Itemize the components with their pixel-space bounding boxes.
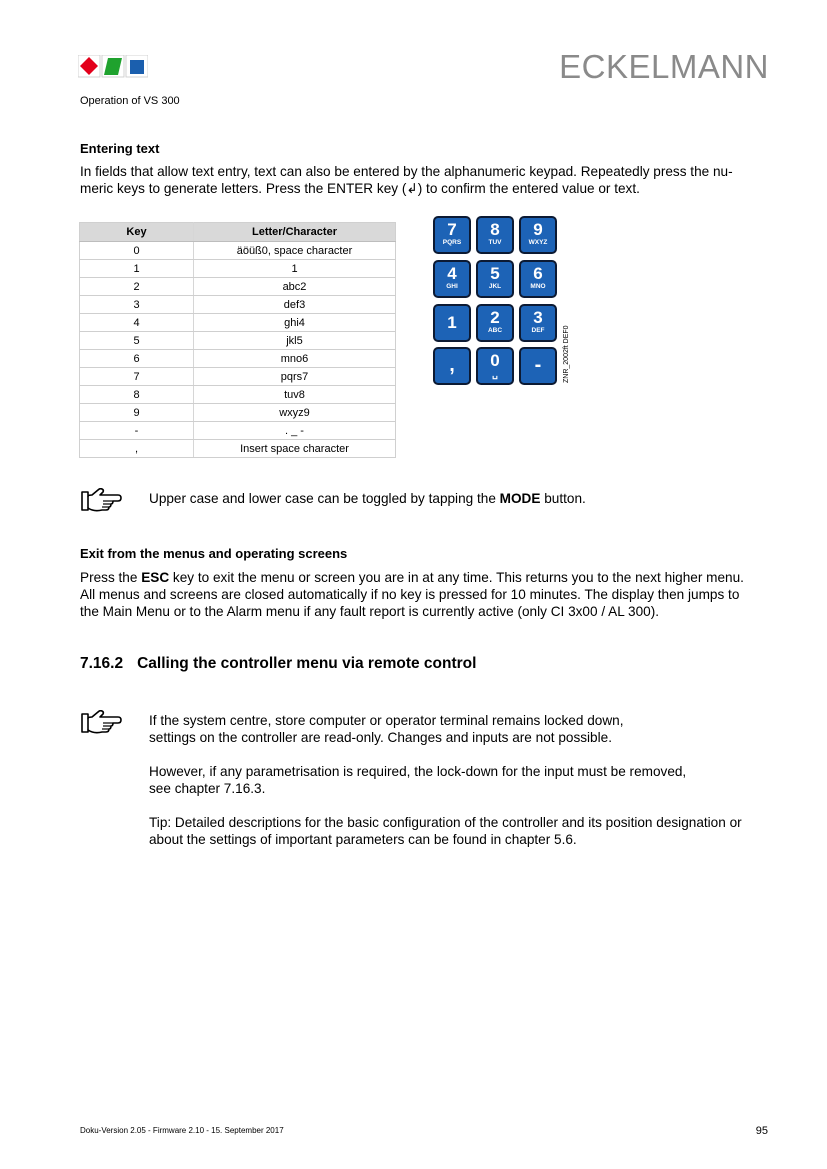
- key-cell: 1: [80, 260, 194, 278]
- key-number: 5: [490, 264, 500, 283]
- keypad-key-2: [476, 304, 514, 342]
- note-text: button.: [540, 491, 586, 506]
- keypad-key-8: [476, 216, 514, 254]
- table-row: [80, 260, 396, 278]
- remote-control-note: [149, 712, 779, 848]
- key-number: -: [534, 354, 542, 376]
- key-cell: -: [80, 422, 194, 440]
- paragraph-line: the Main Menu or to the Alarm menu if any fault report is currently active (only CI 3x00 / AL 300).: [80, 604, 660, 619]
- keypad-key-3: [519, 304, 557, 342]
- table-row: [80, 386, 396, 404]
- character-cell: äöüß0, space character: [194, 242, 396, 260]
- figure-code: ZNR_2002ft DEF0: [563, 325, 570, 383]
- table-row: [80, 422, 396, 440]
- key-number: 1: [447, 313, 457, 332]
- table-row: [80, 242, 396, 260]
- text: key to exit the menu or screen you are in at any time. This returns you to the next higher menu.: [169, 570, 744, 585]
- paragraph-line: If the system centre, store computer or operator terminal remains locked down,: [149, 713, 624, 728]
- character-cell: tuv8: [194, 386, 396, 404]
- key-number: 8: [490, 220, 500, 239]
- column-header-key: Key: [80, 223, 194, 242]
- table-row: [80, 368, 396, 386]
- keypad-key-6: [519, 260, 557, 298]
- key-letters: ABC: [487, 327, 503, 334]
- paragraph-line: In fields that allow text entry, text can also be entered by the alphanumeric keypad. Repeatedly press the nu-: [80, 164, 733, 179]
- character-cell: pqrs7: [194, 368, 396, 386]
- key-letters: GHI: [446, 283, 458, 290]
- key-letters: MNO: [530, 283, 546, 290]
- text: Press the: [80, 570, 142, 585]
- key-cell: 7: [80, 368, 194, 386]
- paragraph-line: about the settings of important parameters can be found in chapter 5.6.: [149, 832, 577, 847]
- entering-text-heading: Entering text: [80, 141, 160, 156]
- key-number: 2: [490, 308, 500, 327]
- paragraph-line: Tip: Detailed descriptions for the basic configuration of the controller and its position designation or: [149, 815, 742, 830]
- character-cell: mno6: [194, 350, 396, 368]
- key-cell: 4: [80, 314, 194, 332]
- key-number: 9: [533, 220, 543, 239]
- key-number: 7: [447, 220, 457, 239]
- key-letters: TUV: [488, 239, 502, 246]
- section-heading: [80, 655, 476, 673]
- key-cell: 9: [80, 404, 194, 422]
- key-cell: 3: [80, 296, 194, 314]
- paragraph-line: settings on the controller are read-only. Changes and inputs are not possible.: [149, 730, 612, 745]
- table-row: [80, 404, 396, 422]
- pointing-hand-icon: [80, 488, 122, 514]
- key-number: 3: [533, 308, 543, 327]
- mode-keyword: MODE: [499, 491, 541, 506]
- table-header-row: [80, 223, 396, 242]
- section-title: Calling the controller menu via remote control: [137, 655, 477, 672]
- key-letters: JKL: [488, 283, 502, 290]
- mode-note: [149, 490, 586, 507]
- keypad-key-0: [476, 347, 514, 385]
- paragraph-line: However, if any parametrisation is required, the lock-down for the input must be removed,: [149, 764, 687, 779]
- key-cell: 0: [80, 242, 194, 260]
- character-cell: jkl5: [194, 332, 396, 350]
- footer-version: Doku-Version 2.05 - Firmware 2.10 - 15. September 2017: [80, 1126, 284, 1135]
- key-number: 4: [447, 264, 457, 283]
- eckelmann-logo-icon: [78, 55, 148, 79]
- table-row: [80, 278, 396, 296]
- page-number: 95: [755, 1125, 768, 1137]
- key-number: 6: [533, 264, 543, 283]
- character-cell: Insert space character: [194, 440, 396, 458]
- column-header-character: Letter/Character: [194, 223, 396, 242]
- brand-name: ECKELMANN: [559, 48, 769, 85]
- paragraph-line: All menus and screens are closed automatically if no key is pressed for 10 minutes. The display then jumps to: [80, 587, 740, 602]
- keypad-key-4: [433, 260, 471, 298]
- keypad-key-9: [519, 216, 557, 254]
- exit-heading: Exit from the menus and operating screens: [80, 546, 348, 561]
- esc-keyword: ESC: [141, 570, 170, 585]
- character-cell: def3: [194, 296, 396, 314]
- character-cell: ghi4: [194, 314, 396, 332]
- character-cell: wxyz9: [194, 404, 396, 422]
- key-character-table: [79, 222, 396, 458]
- key-cell: 6: [80, 350, 194, 368]
- paragraph-line: meric keys to generate letters. Press the ENTER key (↲) to confirm the entered value or text.: [80, 181, 640, 196]
- key-cell: 8: [80, 386, 194, 404]
- paragraph-line: see chapter 7.16.3.: [149, 781, 266, 796]
- pointing-hand-icon: [80, 710, 122, 736]
- character-cell: 1: [194, 260, 396, 278]
- note-text: Upper case and lower case can be toggled by tapping the: [149, 491, 500, 506]
- key-letters: PQRS: [442, 239, 462, 246]
- exit-paragraph: [80, 569, 770, 620]
- table-row: [80, 350, 396, 368]
- character-cell: . _ -: [194, 422, 396, 440]
- table-row: [80, 332, 396, 350]
- key-number: 0: [490, 351, 500, 370]
- keypad-key-7: [433, 216, 471, 254]
- key-cell: ,: [80, 440, 194, 458]
- paragraph-line: [80, 569, 770, 586]
- header-subtitle: Operation of VS 300: [80, 95, 180, 107]
- character-cell: abc2: [194, 278, 396, 296]
- key-cell: 2: [80, 278, 194, 296]
- key-letters: DEF: [531, 327, 545, 334]
- table-row: [80, 296, 396, 314]
- keypad-key-comma: [433, 347, 471, 385]
- key-letters: WXYZ: [528, 239, 548, 246]
- keypad-key-5: [476, 260, 514, 298]
- section-number: 7.16.2: [80, 655, 124, 672]
- table-row: [80, 314, 396, 332]
- keypad-key-1: [433, 304, 471, 342]
- keypad-key-minus: [519, 347, 557, 385]
- key-cell: 5: [80, 332, 194, 350]
- key-number: ,: [449, 354, 455, 376]
- table-row: [80, 440, 396, 458]
- entering-text-paragraph: [80, 163, 770, 197]
- space-key-icon: ␣: [492, 369, 498, 379]
